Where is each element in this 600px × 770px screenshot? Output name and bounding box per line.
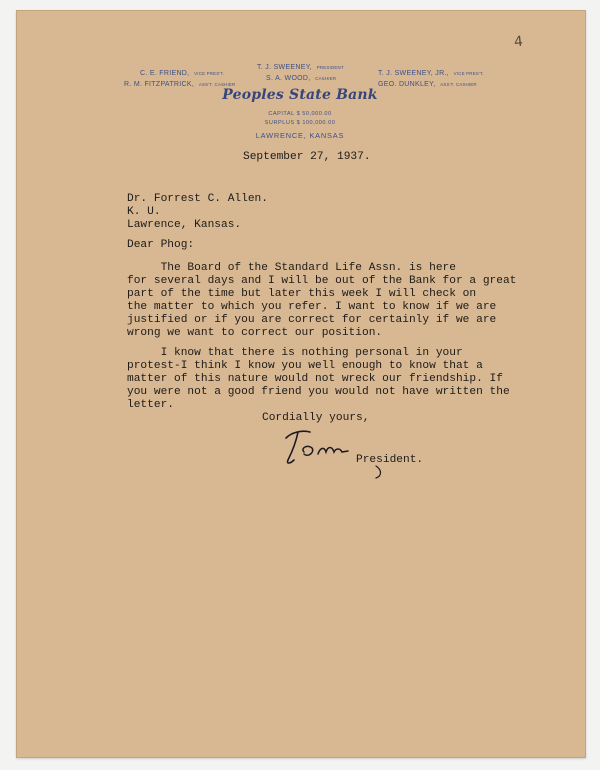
body-line: The Board of the Standard Life Assn. is here: [127, 262, 456, 274]
salutation: Dear Phog:: [127, 239, 195, 251]
recipient-line: Lawrence, Kansas.: [127, 219, 242, 231]
officer-center-1: T. J. SWEENEY, PRESIDENT: [257, 64, 344, 71]
body-line: the matter to which you refer. I want to know if we are: [127, 301, 497, 313]
body-line: for several days and I will be out of the Bank for a great: [127, 275, 517, 287]
bank-name: Peoples State Bank: [222, 87, 378, 103]
letter-date: September 27, 1937.: [243, 151, 371, 163]
handwritten-signature: [278, 418, 388, 480]
body-line: wrong we want to correct our position.: [127, 327, 383, 339]
body-line: protest-I think I know you well enough to know that a: [127, 360, 483, 372]
surplus-line: SURPLUS $ 100,000.00: [264, 120, 336, 126]
recipient-line: Dr. Forrest C. Allen.: [127, 193, 268, 205]
body-line: letter.: [127, 399, 174, 411]
officer-left-1: C. E. FRIEND, VICE PRES'T.: [140, 70, 225, 77]
body-line: I know that there is nothing personal in your: [127, 347, 463, 359]
officer-right-2: GEO. DUNKLEY, ASS'T. CASHIER: [378, 81, 477, 88]
body-line: matter of this nature would not wreck our friendship. If: [127, 373, 503, 385]
capital-line: CAPITAL $ 50,000.00: [268, 111, 332, 117]
bank-city: LAWRENCE, KANSAS: [255, 131, 345, 140]
closing: Cordially yours,: [262, 412, 370, 424]
officer-left-2: R. M. FITZPATRICK, ASS'T. CASHIER: [124, 81, 236, 88]
body-line: you were not a good friend you would not have written the: [127, 386, 510, 398]
officer-center-2: S. A. WOOD, CASHIER: [266, 75, 337, 82]
body-line: justified or if you are correct for certainly if we are: [127, 314, 497, 326]
recipient-line: K. U.: [127, 206, 161, 218]
page-number-mark: 4: [513, 33, 524, 51]
officer-right-1: T. J. SWEENEY, JR., VICE PRES'T.: [378, 70, 484, 77]
body-line: part of the time but later this week I will check on: [127, 288, 477, 300]
signer-title: President.: [356, 454, 424, 466]
